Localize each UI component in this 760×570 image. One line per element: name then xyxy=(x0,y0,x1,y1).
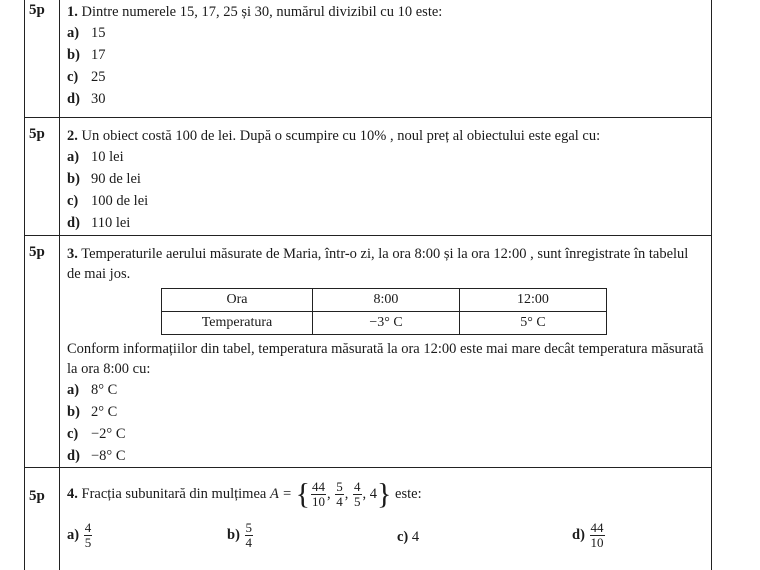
option-c[interactable] xyxy=(67,423,705,445)
option-value: 10 lei xyxy=(91,149,124,165)
option-c[interactable] xyxy=(67,66,705,88)
column-divider xyxy=(59,0,60,117)
option-d[interactable] xyxy=(67,88,705,110)
question-statement: Fracția subunitară din mulțimea xyxy=(81,485,267,502)
option-value: 110 lei xyxy=(91,215,131,231)
question-number: 1. xyxy=(67,4,78,20)
table-cell: 12:00 xyxy=(460,289,607,312)
question-4-content xyxy=(67,477,705,561)
fraction: $\frac{5}{4}$ xyxy=(245,520,253,550)
column-divider xyxy=(59,236,60,467)
fraction: $\frac{5}{4}$ xyxy=(336,479,343,509)
question-3-content xyxy=(67,244,705,467)
column-divider xyxy=(59,118,60,235)
question-2-row xyxy=(24,118,712,236)
question-statement-end: este: xyxy=(395,485,422,502)
table-cell: Ora xyxy=(162,289,313,312)
score-label: 5p xyxy=(29,126,45,142)
option-label: b) xyxy=(67,47,80,63)
option-a[interactable] xyxy=(67,521,93,550)
option-d[interactable] xyxy=(67,445,705,467)
temperature-table xyxy=(161,288,607,335)
fraction: $\frac{4}{5}$ xyxy=(354,479,361,509)
question-statement: Dintre numerele 15, 17, 25 și 30, numărul divizibil cu 10 este: xyxy=(81,4,443,20)
option-a[interactable] xyxy=(67,22,705,44)
table-cell: −3° C xyxy=(313,312,460,335)
question-number: 2. xyxy=(67,128,78,144)
question-3-followup: Conform informațiilor din tabel, temperatura măsurată la ora 12:00 este mai mare decât temperatura măsurată la ora 8:00 cu: xyxy=(67,341,704,377)
option-value: 25 xyxy=(91,69,106,85)
question-number: 4. xyxy=(67,485,78,502)
option-label: d) xyxy=(572,526,585,543)
option-c[interactable] xyxy=(397,527,419,547)
score-label: 5p xyxy=(29,488,45,504)
question-number: 3. xyxy=(67,246,78,262)
option-label: a) xyxy=(67,382,80,398)
table-row xyxy=(162,312,607,335)
option-a[interactable] xyxy=(67,146,705,168)
option-label: c) xyxy=(67,426,79,442)
option-value: 15 xyxy=(91,25,106,41)
set-name: A = xyxy=(269,485,292,502)
table-cell: Temperatura xyxy=(162,312,313,335)
question-1-row xyxy=(24,0,712,118)
option-label: d) xyxy=(67,215,80,231)
right-brace: } xyxy=(377,477,392,511)
option-value: −8° C xyxy=(91,448,126,464)
option-value: 4 xyxy=(411,529,420,545)
option-label: a) xyxy=(67,526,80,543)
option-value: 2° C xyxy=(91,404,118,420)
table-header-row xyxy=(162,289,607,312)
question-statement: Temperaturile aerului măsurate de Maria, într-o zi, la ora 8:00 și la ora 12:00 , sunt înregistrate în tabelul de mai jos. xyxy=(67,246,689,282)
question-statement: Un obiect costă 100 de lei. După o scumpire cu 10% , noul preț al obiectului este egal cu: xyxy=(81,128,601,144)
option-label: c) xyxy=(67,193,79,209)
option-value: −2° C xyxy=(91,426,126,442)
score-label: 5p xyxy=(29,244,45,260)
option-b[interactable] xyxy=(227,521,254,550)
option-value: 17 xyxy=(91,47,106,63)
option-b[interactable] xyxy=(67,401,705,423)
score-label: 5p xyxy=(29,2,45,18)
question-4-text: 4. Fracția subunitară din mulțimea A = { $\frac{44}{10}$ , $\frac{5}{4}$ , $\frac{4}{5}$ , 4} este: xyxy=(67,477,422,511)
table-cell: 5° C xyxy=(460,312,607,335)
option-d[interactable] xyxy=(572,521,606,550)
table-cell: 8:00 xyxy=(313,289,460,312)
option-value: 8° C xyxy=(91,382,118,398)
option-value: 30 xyxy=(91,91,106,107)
option-label: c) xyxy=(397,529,409,545)
option-label: c) xyxy=(67,69,79,85)
left-brace: { xyxy=(295,477,310,511)
fraction: $\frac{4}{5}$ xyxy=(84,520,92,550)
option-label: a) xyxy=(67,25,80,41)
question-1-text xyxy=(67,2,705,22)
option-label: b) xyxy=(67,171,80,187)
option-label: d) xyxy=(67,91,80,107)
option-b[interactable] xyxy=(67,44,705,66)
option-label: b) xyxy=(227,526,240,543)
option-value: 100 de lei xyxy=(91,193,149,209)
option-d[interactable] xyxy=(67,212,705,234)
fraction: $\frac{44}{10}$ xyxy=(312,479,325,509)
question-3-row xyxy=(24,236,712,468)
option-b[interactable] xyxy=(67,168,705,190)
question-2-text xyxy=(67,126,705,146)
column-divider xyxy=(59,468,60,570)
option-label: d) xyxy=(67,448,80,464)
option-label: a) xyxy=(67,149,80,165)
question-1-content xyxy=(67,2,705,110)
option-c[interactable] xyxy=(67,190,705,212)
option-value: 90 de lei xyxy=(91,171,141,187)
question-3-text xyxy=(67,244,705,284)
set-element: 4 xyxy=(369,485,377,502)
fraction: $\frac{44}{10}$ xyxy=(590,520,604,550)
option-label: b) xyxy=(67,404,80,420)
question-4-row xyxy=(24,468,712,570)
option-a[interactable] xyxy=(67,379,705,401)
question-2-content xyxy=(67,126,705,234)
question-4-options xyxy=(67,521,705,561)
